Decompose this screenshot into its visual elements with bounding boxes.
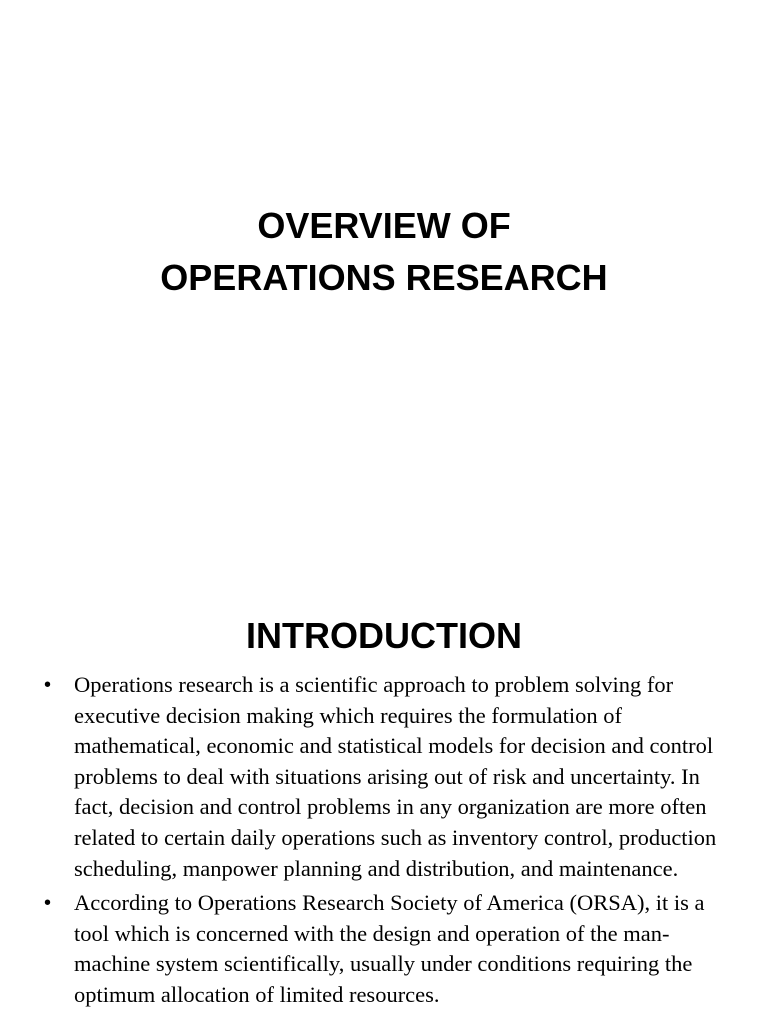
introduction-slide — [0, 576, 768, 1024]
introduction-title: INTRODUCTION — [246, 615, 522, 656]
slide-title-line-1: OVERVIEW OF — [257, 205, 511, 246]
bullet-list — [44, 670, 744, 1015]
slide-title-line-2: OPERATIONS RESEARCH — [160, 257, 608, 298]
bullet-item — [44, 670, 744, 884]
bullet-item — [44, 888, 744, 1010]
bullet-icon: • — [44, 674, 52, 696]
bullet-icon: • — [44, 892, 52, 915]
slide-title — [0, 200, 768, 304]
bullet-text: Operations research is a scientific approach to problem solving for executive decision making which requires the formulation of mathematical, economic and statistical models for decision and control problems to deal with situations arising out of risk and uncertainty. In fact, decision and control problems in any organization are more often related to certain daily operations such as inventory control, production scheduling, manpower planning and distribution, and maintenance. — [74, 672, 717, 881]
bullet-text: According to Operations Research Society of America (ORSA), it is a tool which is concerned with the design and operation of the man-machine system scientifically, usually under conditions requiring the optimum allocation of limited resources. — [74, 890, 705, 1007]
